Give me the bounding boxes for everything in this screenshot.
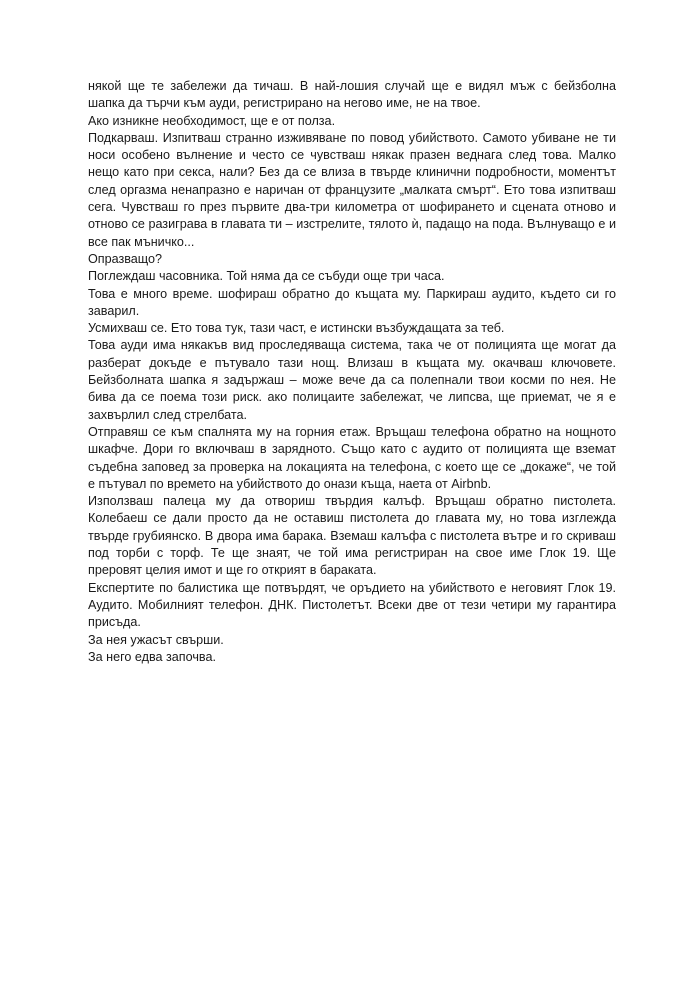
text-body (88, 78, 616, 666)
paragraph: Отправяш се към спалнята му на горния етаж. Връщаш телефона обратно на нощното шкафче. Дори го включваш в зарядното. Също като с аудито от полицията ще вземат съдебна заповед за проверка на локацията на телефона, с което ще се „докаже“, че той е пътувал по времето на убийството до онази къща, наета от Airbnb. (88, 424, 616, 491)
paragraph: някой ще те забележи да тичаш. В най-лошия случай ще е видял мъж с бейзболна шапка да търчи към ауди, регистрирано на негово име, не на твое. (88, 79, 616, 111)
paragraph: Експертите по балистика ще потвърдят, че оръдието на убийството е неговият Глок 19. Аудито. Мобилният телефон. ДНК. Пистолетът. Всеки две от тези четири му гарантира присъда. (88, 580, 616, 630)
paragraph: Поглеждаш часовника. Той няма да се събуди още три часа. (88, 269, 445, 284)
paragraph: Това ауди има някакъв вид проследяваща система, така че от полицията ще могат да разберат докъде е пътувало тази нощ. Влизаш в къщата му. окачваш ключовете. Бейзболната шапка я задържаш – може вече да са полепнали твои косми по нея. Не бива да се поема този риск. ако полицаите забележат, че липсва, ще приемат, че я е захвърлил след стрелбата. (88, 338, 616, 422)
paragraph: За нея ужасът свърши. (88, 632, 224, 647)
paragraph: Използваш палеца му да отвориш твърдия калъф. Връщаш обратно пистолета. Колебаеш се дали просто да не оставиш пистолета до главата му, но това изглежда твърде грубиянско. В двора има барака. Вземаш калъфа с пистолета вътре и го скриваш под торби с торф. Те ще знаят, че той има регистриран на свое име Глок 19. Ще преровят целия имот и ще го открият в бараката. (88, 494, 616, 578)
paragraph: Това е много време. шофираш обратно до къщата му. Паркираш аудито, където си го заварил. (88, 286, 616, 318)
paragraph: Усмихваш се. Ето това тук, тази част, е истински възбуждащата за теб. (88, 321, 505, 336)
paragraph: Ако изникне необходимост, ще е от полза. (88, 113, 336, 128)
paragraph: За него едва започва. (88, 649, 216, 664)
paragraph: Опразващо? (88, 251, 163, 266)
paragraph: Подкарваш. Изпитваш странно изживяване по повод убийството. Самото убиване не ти носи особено вълнение и често се чувстваш някак празен веднага след това. Малко нещо като при секса, нали? Без да се влиза в твърде клинични подробности, моментът след оргазма ненапразно е наричан от французите „малката смърт“. Ето това изпитваш сега. Чувстваш го през първите два-три километра от шофирането и сцената отново и отново се разиграва в главата ти – изстрелите, тялото ѝ, падащо на пода. Вълнуващо е и все пак мъничко... (88, 130, 616, 249)
